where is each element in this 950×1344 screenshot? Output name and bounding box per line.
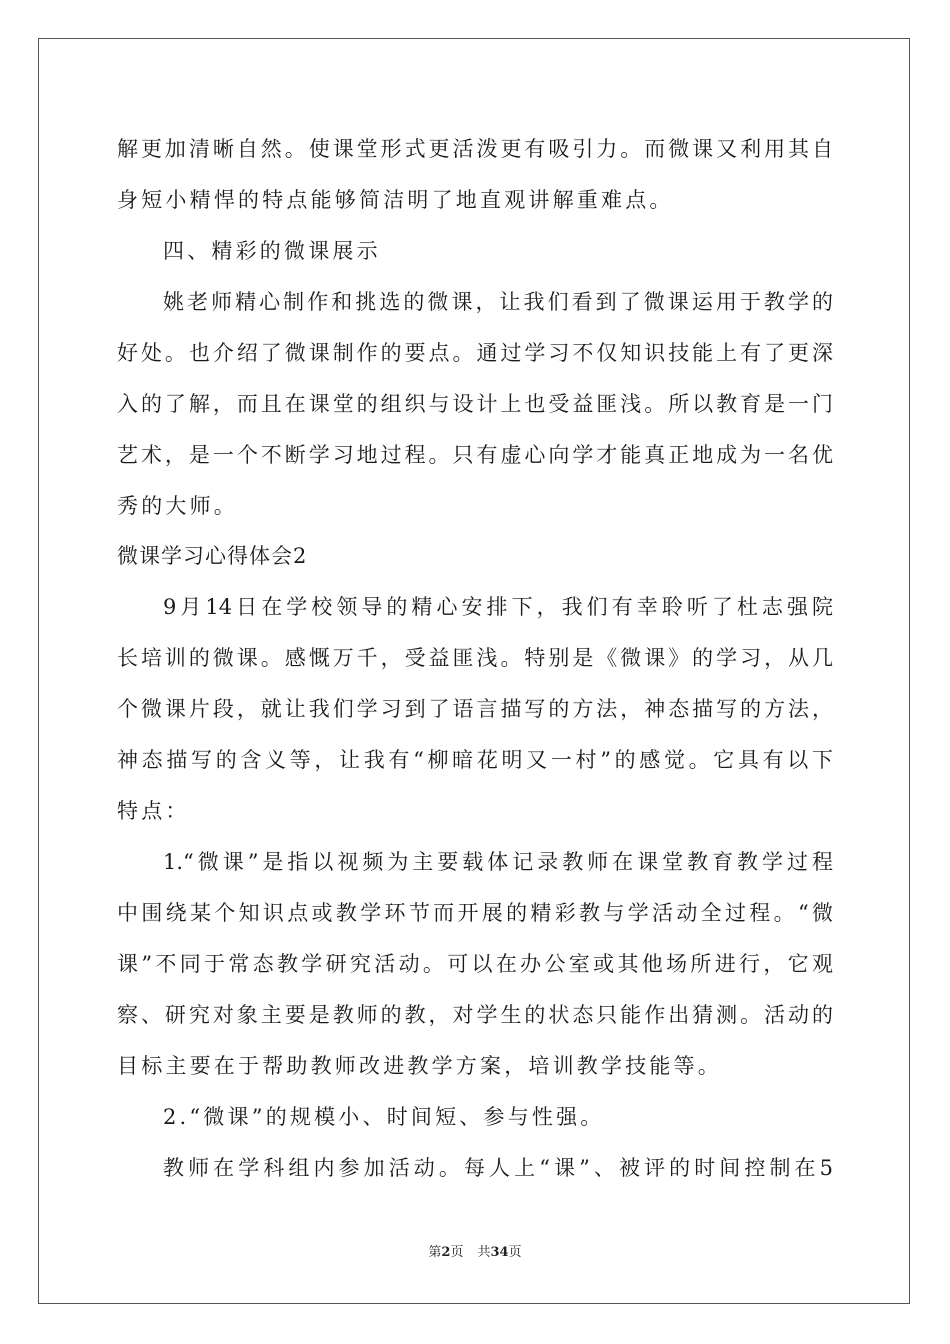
article-title: 微课学习心得体会2 <box>117 544 308 568</box>
body-line: 课”不同于常态教学研究活动。可以在办公室或其他场所进行，它观 <box>117 952 833 976</box>
body-line: 解更加清晰自然。使课堂形式更活泼更有吸引力。而微课又利用其自 <box>117 137 833 161</box>
body-line: 中围绕某个知识点或教学环节而开展的精彩教与学活动全过程。“微 <box>117 901 833 925</box>
body-line: 身短小精悍的特点能够简洁明了地直观讲解重难点。 <box>117 188 674 212</box>
total-label-suffix: 页 <box>508 1245 522 1260</box>
body-line: 长培训的微课。感慨万千，受益匪浅。特别是《微课》的学习，从几 <box>117 646 833 670</box>
body-line: 姚老师精心制作和挑选的微课，让我们看到了微课运用于教学的 <box>163 290 833 314</box>
body-line: 秀的大师。 <box>117 494 238 518</box>
body-line: 察、研究对象主要是教师的教，对学生的状态只能作出猜测。活动的 <box>117 1003 833 1027</box>
list-item: 1.“微课”是指以视频为主要载体记录教师在课堂教育教学过程 <box>163 850 833 874</box>
body-line: 特点： <box>117 799 190 823</box>
total-label-prefix: 共 <box>477 1245 491 1260</box>
page-label-prefix: 第 <box>428 1245 442 1260</box>
page-number: 2 <box>441 1245 451 1260</box>
body-line: 9月14日在学校领导的精心安排下，我们有幸聆听了杜志强院 <box>163 595 833 619</box>
body-line: 个微课片段，就让我们学习到了语言描写的方法，神态描写的方法， <box>117 697 833 721</box>
section-heading: 四、精彩的微课展示 <box>163 239 381 263</box>
page-footer <box>0 1244 950 1262</box>
body-line: 目标主要在于帮助教师改进教学方案，培训教学技能等。 <box>117 1054 722 1078</box>
body-line: 艺术，是一个不断学习地过程。只有虚心向学才能真正地成为一名优 <box>117 443 833 467</box>
body-line: 教师在学科组内参加活动。每人上“课”、被评的时间控制在5 <box>163 1156 833 1180</box>
list-item: 2.“微课”的规模小、时间短、参与性强。 <box>163 1105 605 1129</box>
body-line: 入的了解，而且在课堂的组织与设计上也受益匪浅。所以教育是一门 <box>117 392 833 416</box>
body-line: 好处。也介绍了微课制作的要点。通过学习不仅知识技能上有了更深 <box>117 341 833 365</box>
page-label-suffix: 页 <box>450 1245 464 1260</box>
total-pages: 34 <box>490 1245 509 1260</box>
body-line: 神态描写的含义等，让我有“柳暗花明又一村”的感觉。它具有以下 <box>117 748 833 772</box>
